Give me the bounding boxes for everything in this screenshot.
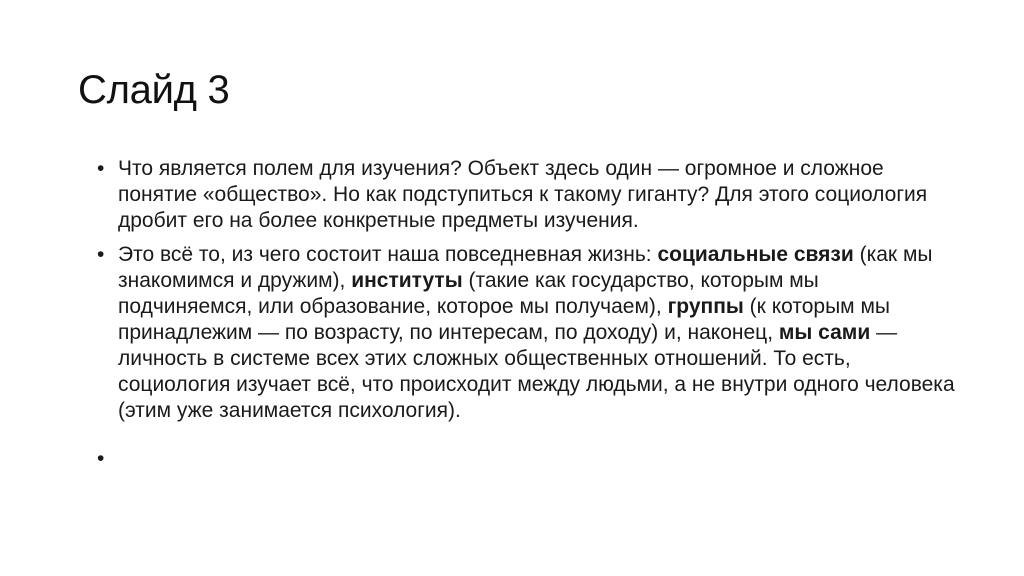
bold-term-institutions: институты: [351, 269, 463, 292]
bullet-text: [118, 157, 927, 232]
bullet-text-run: (такие как государство, которым мы подчиняемся, или образование, которое мы получаем),: [118, 269, 819, 318]
bullet-item: [78, 156, 958, 234]
bullet-list: [78, 156, 958, 480]
bold-term-ourselves: мы сами: [778, 321, 871, 344]
bullet-dot-icon: •: [97, 157, 105, 180]
bold-term-groups: группы: [667, 295, 744, 318]
bullet-text-run: (к которым мы принадлежим — по возрасту, по интересам, по доходу) и, наконец,: [118, 295, 890, 344]
bullet-text-run: Это всё то, из чего состоит наша повседневная жизнь:: [118, 243, 658, 266]
bullet-text-run: — личность в системе всех этих сложных общественных отношений. То есть, социология изучает всё, что происходит между людьми, а не внутри одного человека (этим уже занимается психология).: [118, 321, 955, 422]
bullet-text: [118, 243, 955, 422]
bold-term-social-connections: социальные связи: [657, 243, 854, 266]
bullet-dot-icon: •: [97, 243, 105, 266]
slide-title: Слайд 3: [78, 68, 230, 112]
bullet-item: [78, 242, 958, 424]
bullet-text-run: Что является полем для изучения? Объект здесь один — огромное и сложное понятие «общество». Но как подступиться к такому гиганту? Для этого социология дробит его на более конкретные предметы изучения.: [118, 157, 928, 232]
bullet-item-empty: [78, 446, 958, 472]
bullet-dot-icon: •: [97, 447, 105, 470]
bullet-text-run: (как мы знакомимся и дружим),: [118, 243, 933, 292]
